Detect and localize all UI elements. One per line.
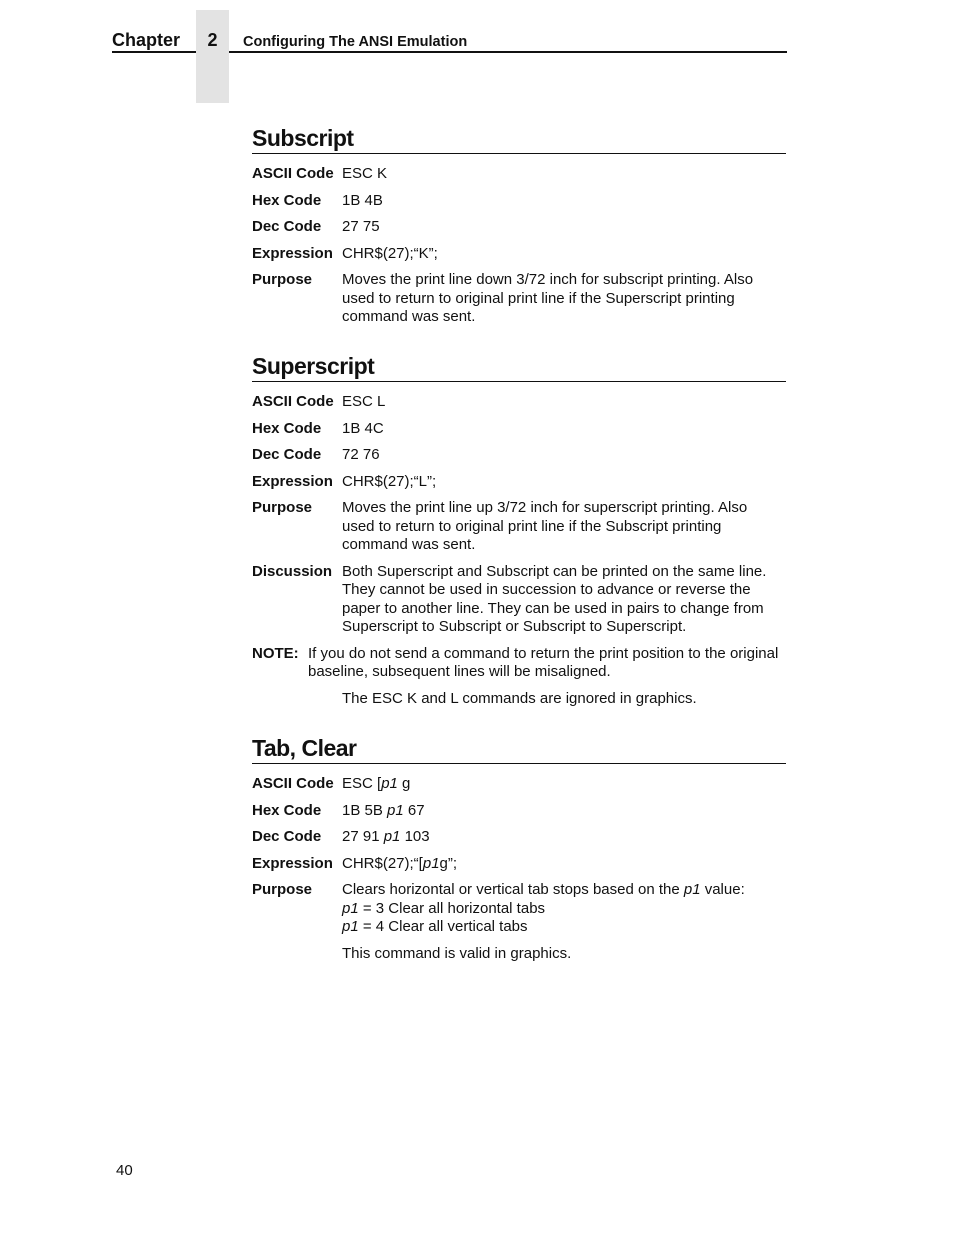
expression-row: [252, 473, 786, 492]
hex-code-label: Hex Code: [252, 191, 322, 209]
ascii-suffix: g: [397, 775, 411, 792]
purpose-text: [342, 271, 786, 327]
dec-prefix: 27 91: [342, 828, 384, 845]
dec-param: p1: [383, 828, 401, 845]
dec-code-row: [252, 218, 786, 237]
purpose-line2-suffix: = 3 Clear all horizontal tabs: [358, 899, 546, 917]
ascii-code-value: ESC K: [342, 165, 388, 182]
ascii-code-row: [252, 393, 786, 412]
note-line: If you do not send a command to return the print position to the: [308, 644, 726, 662]
hex-code-value: 1B 4B: [342, 191, 383, 209]
expression-value: [342, 855, 786, 874]
purpose-line: Moves the print line up 3/72 inch for superscript printing. Also: [342, 499, 748, 516]
expr-suffix: g”;: [439, 854, 458, 872]
expression-value: CHR$(27);“K”;: [342, 244, 438, 262]
dec-code-label: Dec Code: [252, 446, 322, 463]
expression-label: Expression: [252, 472, 333, 490]
discussion-line: paper to another line. They can be used in pairs to change from: [342, 599, 764, 617]
expression-label: Expression: [252, 854, 333, 872]
dec-code-row: [252, 446, 786, 465]
hex-suffix: 67: [403, 801, 425, 819]
discussion-row: [252, 563, 786, 637]
ascii-code-value: [342, 775, 786, 794]
chapter-label: Chapter: [112, 30, 181, 50]
ascii-code-label: ASCII Code: [252, 165, 334, 182]
dec-code-value: 27 75: [342, 218, 380, 235]
discussion-line: Both Superscript and Subscript can be printed on the same line.: [342, 562, 767, 580]
purpose-text: [342, 881, 786, 937]
purpose-line: Moves the print line down 3/72 inch for subscript printing. Also: [342, 271, 754, 288]
chapter-tab: [196, 10, 229, 103]
purpose-line1-prefix: Clears horizontal or vertical tab stops based on the: [342, 881, 684, 898]
graphics-note: The ESC K and L commands are ignored in graphics.: [342, 689, 697, 707]
discussion-line: Superscript to Subscript or Subscript to Superscript.: [342, 618, 687, 635]
section-subscript: [252, 124, 786, 327]
purpose-line: command was sent.: [342, 308, 476, 325]
hex-code-row: [252, 420, 786, 439]
purpose-line: [342, 918, 786, 937]
graphics-note: This command is valid in graphics.: [342, 944, 572, 962]
purpose-line3-param: p1: [342, 918, 359, 935]
purpose-line: [342, 881, 786, 900]
hex-code-row: [252, 192, 786, 211]
hex-code-label: Hex Code: [252, 801, 322, 819]
expression-label: Expression: [252, 244, 333, 262]
purpose-line: command was sent.: [342, 536, 476, 553]
header-rule-right: [229, 51, 787, 53]
dec-code-value: [342, 828, 786, 847]
dec-code-value: 72 76: [342, 446, 380, 463]
dec-suffix: 103: [400, 828, 430, 845]
section-superscript: [252, 352, 786, 708]
section-title: Tab, Clear: [252, 734, 786, 764]
discussion-line: They cannot be used in succession to advance or reverse the: [342, 581, 751, 598]
expression-value: CHR$(27);“L”;: [342, 472, 437, 490]
expr-param: p1: [422, 854, 440, 872]
hex-code-row: [252, 802, 786, 821]
purpose-line1-suffix: value:: [700, 881, 745, 898]
hex-param: p1: [387, 801, 404, 819]
ascii-code-label: ASCII Code: [252, 393, 334, 410]
dec-code-label: Dec Code: [252, 828, 322, 845]
purpose-label: Purpose: [252, 499, 313, 516]
ascii-code-row: [252, 165, 786, 184]
purpose-row: [252, 271, 786, 327]
purpose-text: [342, 499, 786, 555]
header-rule-left: [112, 51, 196, 53]
ascii-code-value: ESC L: [342, 393, 386, 410]
purpose-line: used to return to original print line if the Subscript printing: [342, 517, 722, 535]
hex-code-label: Hex Code: [252, 419, 322, 437]
section-tab-clear: [252, 734, 786, 963]
ascii-param: p1: [381, 775, 398, 792]
dec-code-row: [252, 828, 786, 847]
purpose-line: used to return to original print line if the Superscript printing: [342, 289, 735, 307]
section-title: Subscript: [252, 124, 786, 154]
chapter-title: Configuring The ANSI Emulation: [243, 34, 468, 50]
page-number: 40: [116, 1162, 133, 1179]
purpose-row: [252, 499, 786, 555]
note: [252, 645, 786, 682]
purpose-line3-suffix: = 4 Clear all vertical tabs: [358, 918, 528, 935]
purpose-row: [252, 881, 786, 937]
note-text: [308, 645, 786, 682]
hex-code-value: [342, 802, 786, 821]
ascii-code-row: [252, 775, 786, 794]
expression-row: [252, 245, 786, 264]
note-line: original baseline, subsequent lines will be misaligned.: [308, 644, 779, 680]
hex-code-value: 1B 4C: [342, 419, 384, 437]
hex-prefix: 1B 5B: [342, 801, 388, 819]
discussion-text: [342, 563, 786, 637]
expression-row: [252, 855, 786, 874]
ascii-code-label: ASCII Code: [252, 775, 334, 792]
discussion-label: Discussion: [252, 562, 333, 580]
note-label: NOTE:: [252, 644, 299, 662]
purpose-label: Purpose: [252, 271, 313, 288]
purpose-line2-param: p1: [342, 899, 359, 917]
chapter-number: 2: [207, 30, 218, 50]
purpose-line1-param: p1: [683, 881, 701, 898]
purpose-label: Purpose: [252, 881, 313, 898]
dec-code-label: Dec Code: [252, 218, 322, 235]
section-title: Superscript: [252, 352, 786, 382]
expr-prefix: CHR$(27);“[: [342, 854, 423, 872]
purpose-line: [342, 900, 786, 919]
ascii-prefix: ESC [: [342, 775, 382, 792]
